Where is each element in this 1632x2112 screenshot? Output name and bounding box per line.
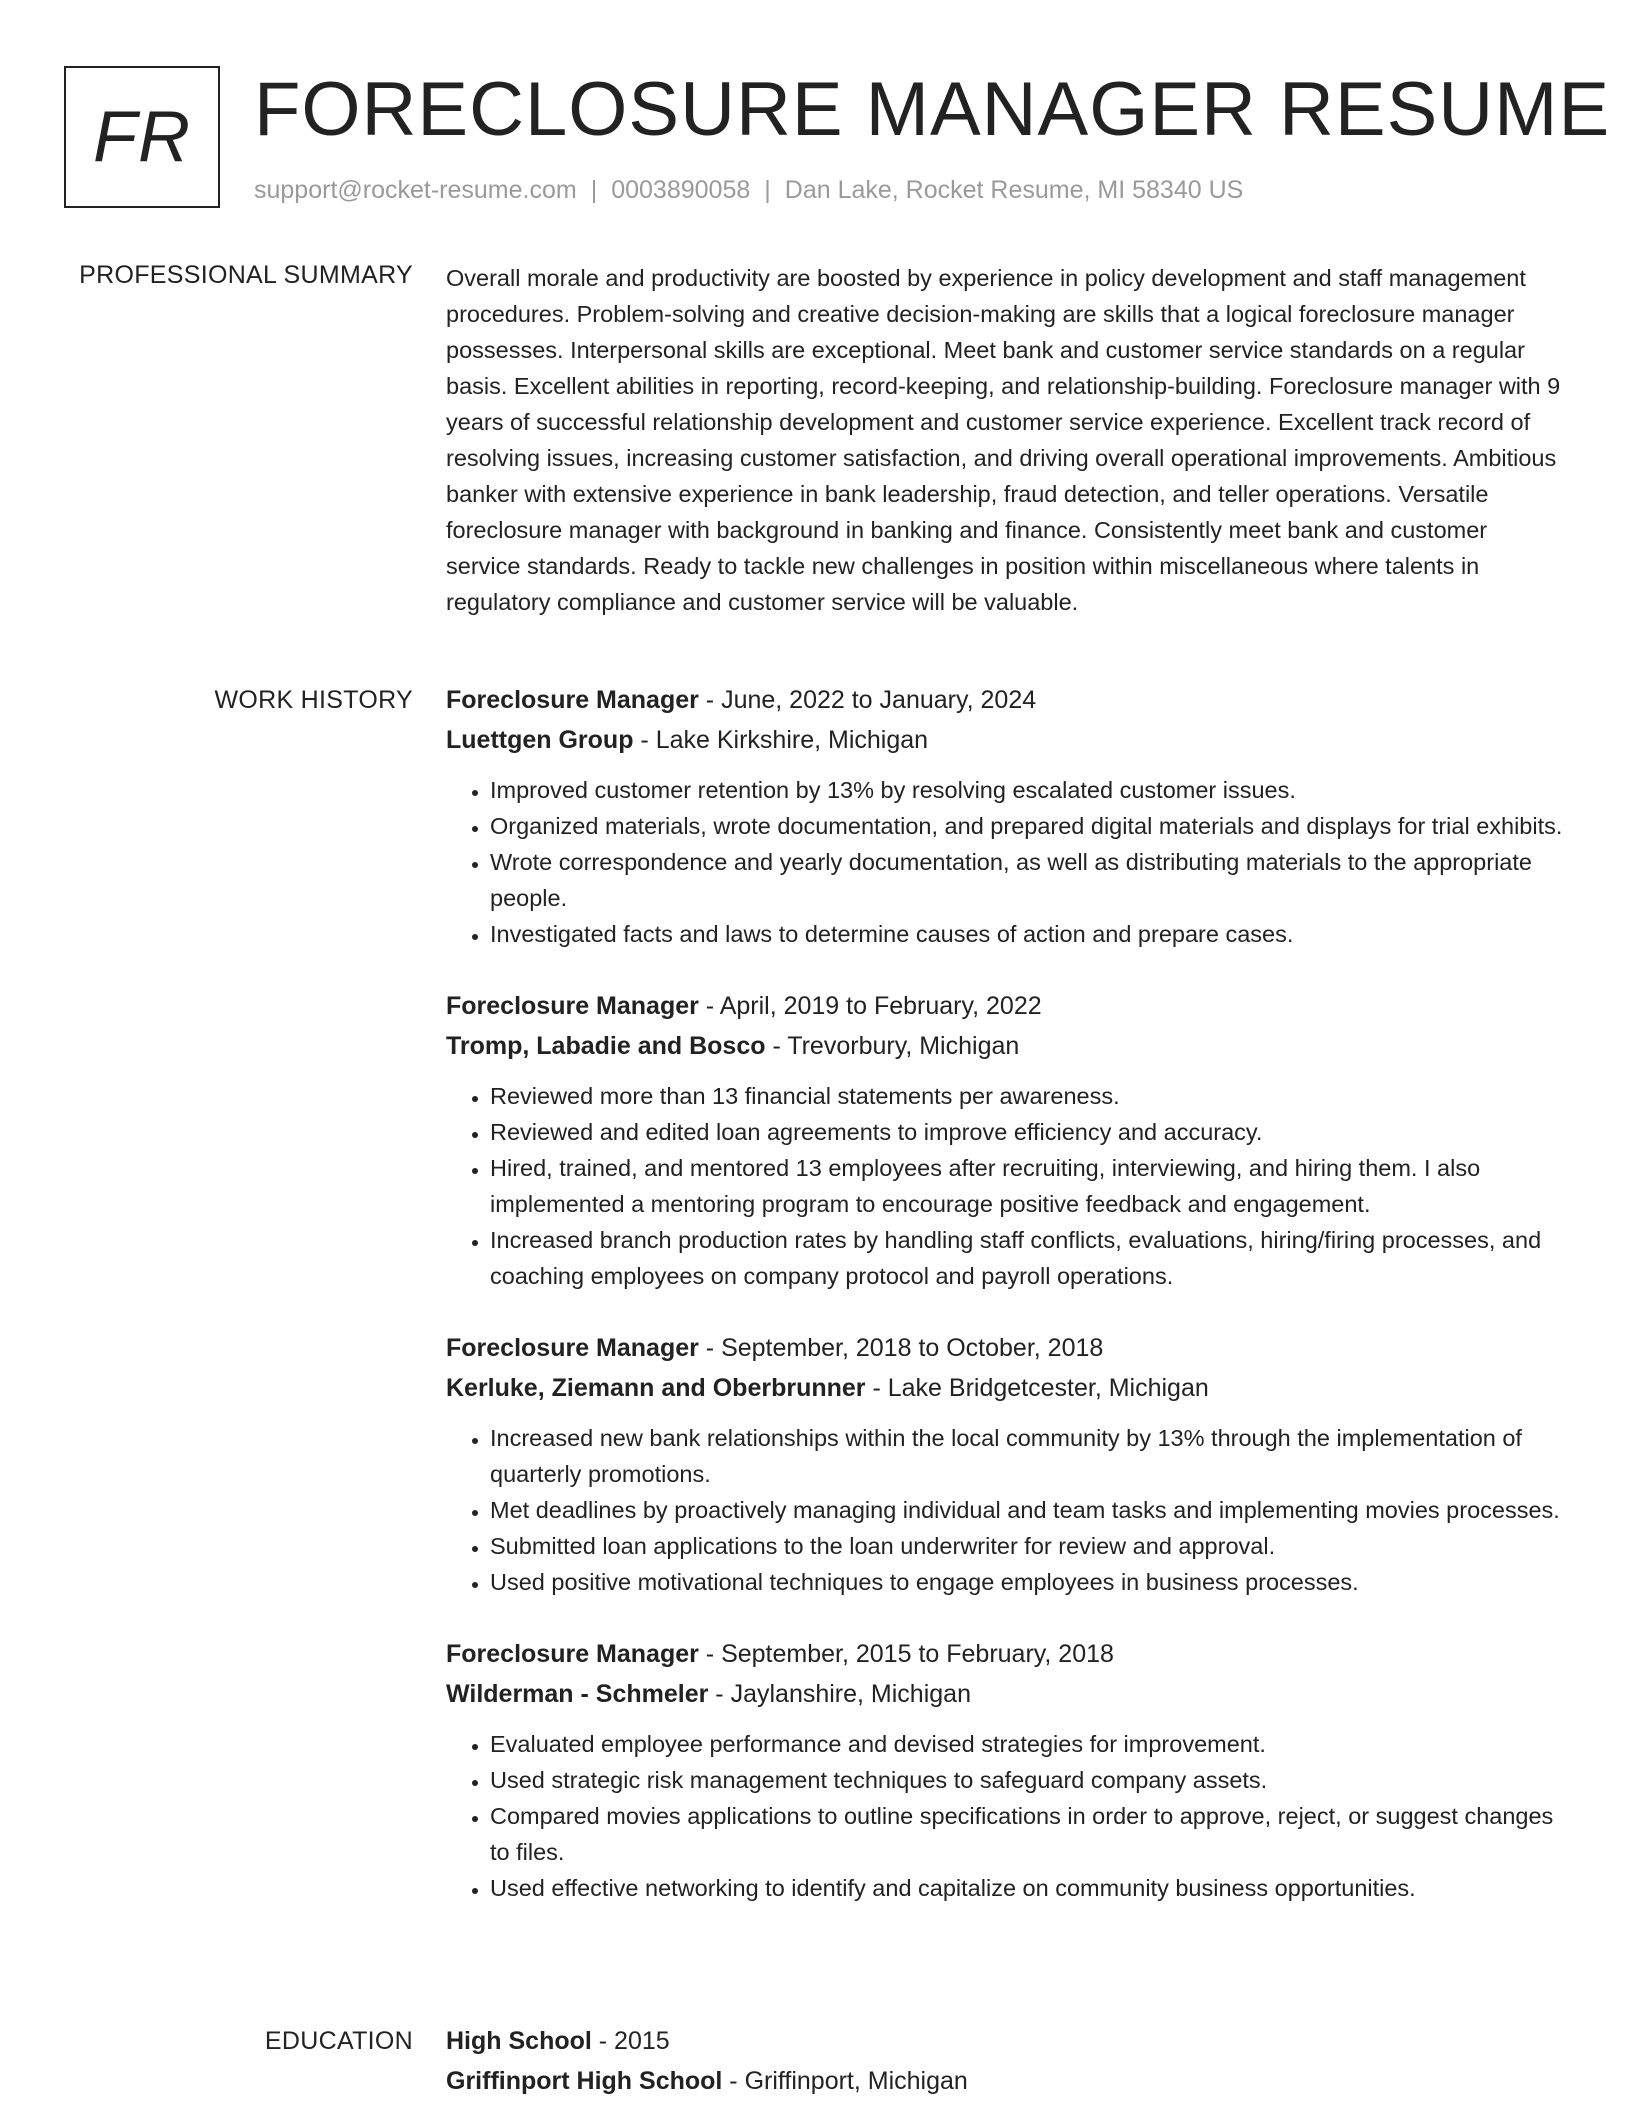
- job-location: - Lake Kirkshire, Michigan: [633, 726, 929, 754]
- job-title: Foreclosure Manager: [446, 1334, 699, 1362]
- job-company-line: [446, 1368, 1566, 1408]
- job-location: - Jaylanshire, Michigan: [708, 1680, 971, 1708]
- contact-address: Dan Lake, Rocket Resume, MI 58340 US: [784, 176, 1244, 204]
- job-bullet: • Increased branch production rates by handling staff conflicts, evaluations, hiring/firing processes, and coaching employees on company protocol and payroll operations.: [490, 1222, 1566, 1294]
- job-bullet: • Used positive motivational techniques to engage employees in business processes.: [490, 1564, 1566, 1600]
- job-entry: [446, 1634, 1566, 1906]
- section-label-work-history: WORK HISTORY: [214, 686, 413, 714]
- education-year: - 2015: [591, 2027, 670, 2055]
- page-title: FORECLOSURE MANAGER RESUME: [254, 67, 1611, 152]
- job-bullet: • Increased new bank relationships within the local community by 13% through the implementation of quarterly promotions.: [490, 1420, 1566, 1492]
- job-company-line: [446, 720, 1566, 760]
- job-bullet: • Used strategic risk management techniques to safeguard company assets.: [490, 1762, 1566, 1798]
- job-title-line: [446, 1634, 1566, 1674]
- job-bullet: • Organized materials, wrote documentation, and prepared digital materials and displays for trial exhibits.: [490, 808, 1566, 844]
- contact-email[interactable]: support@rocket-resume.com: [254, 176, 577, 204]
- job-bullet: • Submitted loan applications to the loan underwriter for review and approval.: [490, 1528, 1566, 1564]
- job-company-line: [446, 1026, 1566, 1066]
- monogram-logo: FR: [64, 66, 220, 208]
- job-entry: [446, 986, 1566, 1294]
- job-title-line: [446, 986, 1566, 1026]
- contact-separator: |: [764, 176, 771, 204]
- section-label-education: EDUCATION: [264, 2027, 413, 2055]
- job-dates: - April, 2019 to February, 2022: [698, 992, 1042, 1020]
- job-bullets: [446, 1078, 1566, 1294]
- job-bullets: [446, 772, 1566, 952]
- job-title: Foreclosure Manager: [446, 992, 699, 1020]
- job-title: Foreclosure Manager: [446, 686, 699, 714]
- job-company: Kerluke, Ziemann and Oberbrunner: [446, 1374, 866, 1402]
- education-school-line: [446, 2061, 1566, 2101]
- job-company: Tromp, Labadie and Bosco: [446, 1032, 766, 1060]
- job-bullet: • Used effective networking to identify and capitalize on community business opportunities.: [490, 1870, 1566, 1906]
- job-title: Foreclosure Manager: [446, 1640, 699, 1668]
- job-location: - Trevorbury, Michigan: [765, 1032, 1020, 1060]
- section-label-summary: PROFESSIONAL SUMMARY: [79, 261, 413, 289]
- job-entry: [446, 1328, 1566, 1600]
- job-title-line: [446, 1328, 1566, 1368]
- job-company: Luettgen Group: [446, 726, 634, 754]
- summary-text: Overall morale and productivity are boosted by experience in policy development and staff management procedures. Problem-solving and creative decision-making are skills that a logical foreclosure manager possesses. Interpersonal skills are exceptional. Meet bank and customer service standards on a regular basis. Excellent abilities in reporting, record-keeping, and relationship-building. Foreclosure manager with 9 years of successful relationship development and customer service experience. Excellent track record of resolving issues, increasing customer satisfaction, and driving overall operational improvements. Ambitious banker with extensive experience in bank leadership, fraud detection, and teller operations. Versatile foreclosure manager with background in banking and finance. Consistently meet bank and customer service standards. Ready to tackle new challenges in position within miscellaneous where talents in regulatory compliance and customer service will be valuable.: [446, 265, 1561, 615]
- education-school: Griffinport High School: [446, 2067, 723, 2095]
- job-dates: - June, 2022 to January, 2024: [698, 686, 1037, 714]
- job-bullet: • Investigated facts and laws to determine causes of action and prepare cases.: [490, 916, 1566, 952]
- job-bullets: [446, 1420, 1566, 1600]
- education-location: - Griffinport, Michigan: [722, 2067, 968, 2095]
- job-company: Wilderman - Schmeler: [446, 1680, 709, 1708]
- resume-header: [64, 66, 1611, 210]
- job-entry: [446, 680, 1566, 952]
- education-degree-line: [446, 2021, 1566, 2061]
- job-bullet: • Wrote correspondence and yearly documentation, as well as distributing materials to the appropriate people.: [490, 844, 1566, 916]
- job-bullet: • Hired, trained, and mentored 13 employees after recruiting, interviewing, and hiring them. I also implemented a mentoring program to encourage positive feedback and engagement.: [490, 1150, 1566, 1222]
- job-bullet: • Compared movies applications to outline specifications in order to approve, reject, or suggest changes to files.: [490, 1798, 1566, 1870]
- job-bullet: • Improved customer retention by 13% by resolving escalated customer issues.: [490, 772, 1566, 808]
- job-location: - Lake Bridgetcester, Michigan: [865, 1374, 1209, 1402]
- contact-line: [254, 174, 1243, 206]
- job-company-line: [446, 1674, 1566, 1714]
- education-degree: High School: [446, 2027, 592, 2055]
- job-dates: - September, 2018 to October, 2018: [698, 1334, 1104, 1362]
- job-bullet: • Met deadlines by proactively managing individual and team tasks and implementing movies processes.: [490, 1492, 1566, 1528]
- job-bullets: [446, 1726, 1566, 1906]
- job-title-line: [446, 680, 1566, 720]
- contact-separator: |: [590, 176, 598, 204]
- contact-phone[interactable]: 0003890058: [611, 176, 751, 204]
- job-bullet: • Evaluated employee performance and devised strategies for improvement.: [490, 1726, 1566, 1762]
- job-dates: - September, 2015 to February, 2018: [698, 1640, 1114, 1668]
- job-bullet: • Reviewed and edited loan agreements to improve efficiency and accuracy.: [490, 1114, 1566, 1150]
- job-bullet: • Reviewed more than 13 financial statements per awareness.: [490, 1078, 1566, 1114]
